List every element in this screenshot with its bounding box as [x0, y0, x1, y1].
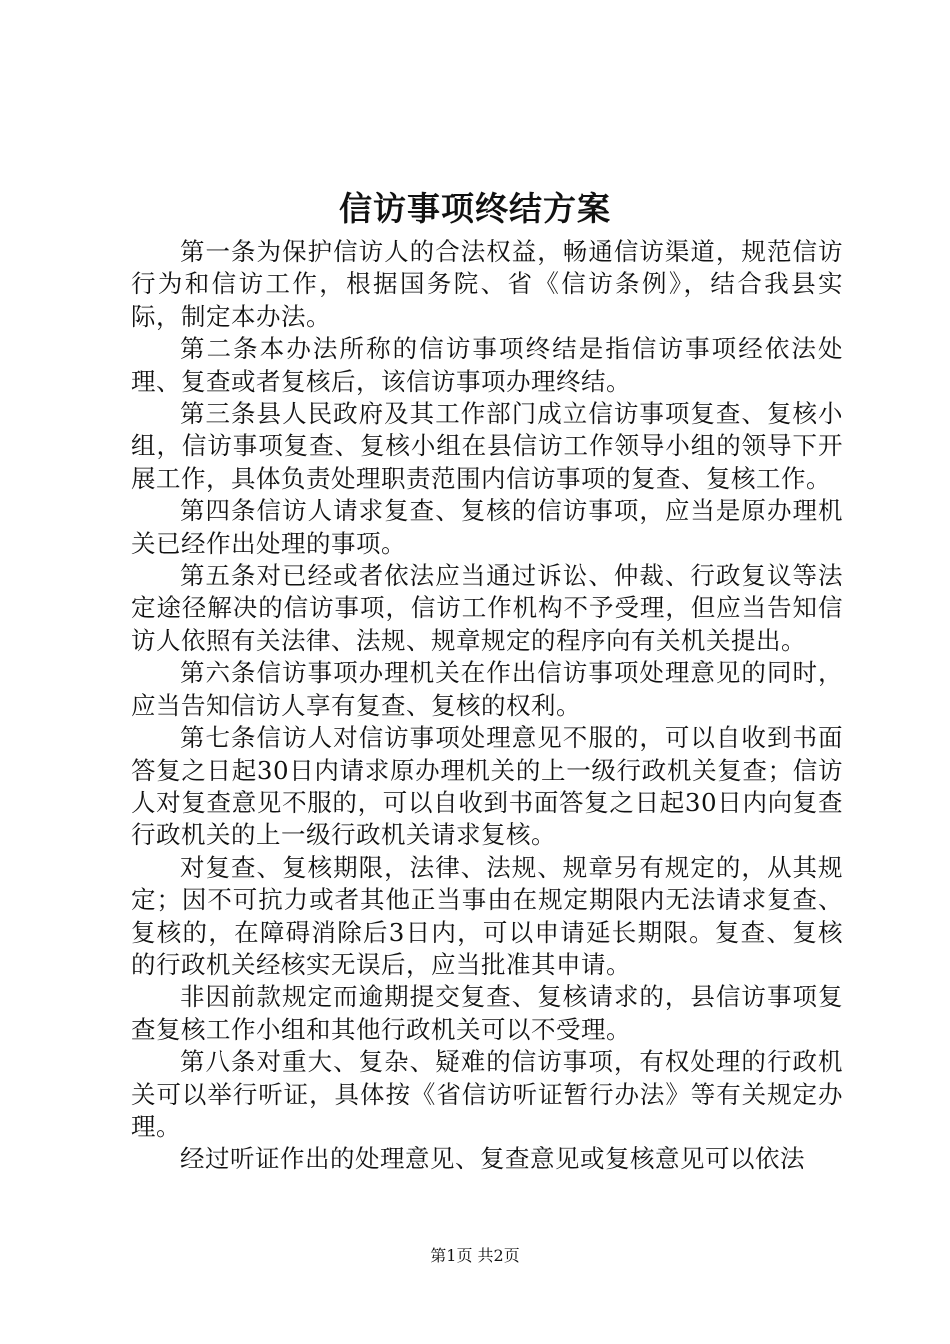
paragraph-article-8-hearing: 经过听证作出的处理意见、复查意见或复核意见可以依法 — [180, 1144, 805, 1174]
paragraph-article-3: 第三条县人民政府及其工作部门成立信访事项复查、复核小组，信访事项复查、复核小组在县信访工作领导小组的领导下开展工作，具体负责处理职责范围内信访事项的复查、复核工作。 — [131, 399, 843, 493]
paragraph-article-7-deadline: 对复查、复核期限，法律、法规、规章另有规定的，从其规定；因不可抗力或者其他正当事由在规定期限内无法请求复查、复核的，在障碍消除后3日内，可以申请延长期限。复查、复核的行政机关经核实无误后，应当批准其申请。 — [131, 852, 843, 979]
paragraph-article-7: 第七条信访人对信访事项处理意见不服的，可以自收到书面答复之日起30日内请求原办理机关的上一级行政机关复查；信访人对复查意见不服的，可以自收到书面答复之日起30日内向复查行政机关的上一级行政机关请求复核。 — [131, 723, 843, 850]
paragraph-article-6: 第六条信访事项办理机关在作出信访事项处理意见的同时，应当告知信访人享有复查、复核的权利。 — [131, 658, 843, 720]
paragraph-article-1: 第一条为保护信访人的合法权益，畅通信访渠道，规范信访行为和信访工作，根据国务院、省《信访条例》，结合我县实际，制定本办法。 — [131, 237, 843, 331]
document-title: 信访事项终结方案 — [339, 189, 611, 228]
paragraph-article-7-overdue: 非因前款规定而逾期提交复查、复核请求的，县信访事项复查复核工作小组和其他行政机关可以不受理。 — [131, 982, 843, 1044]
document-body — [131, 236, 843, 1176]
paragraph-article-2: 第二条本办法所称的信访事项终结是指信访事项经依法处理、复查或者复核后，该信访事项办理终结。 — [131, 334, 843, 396]
paragraph-article-4: 第四条信访人请求复查、复核的信访事项，应当是原办理机关已经作出处理的事项。 — [131, 496, 843, 558]
paragraph-article-5: 第五条对已经或者依法应当通过诉讼、仲裁、行政复议等法定途径解决的信访事项，信访工作机构不予受理，但应当告知信访人依照有关法律、法规、规章规定的程序向有关机关提出。 — [131, 561, 843, 655]
paragraph-article-8: 第八条对重大、复杂、疑难的信访事项，有权处理的行政机关可以举行听证，具体按《省信访听证暂行办法》等有关规定办理。 — [131, 1047, 843, 1141]
page-footer: 第1页 共2页 — [430, 1246, 520, 1265]
